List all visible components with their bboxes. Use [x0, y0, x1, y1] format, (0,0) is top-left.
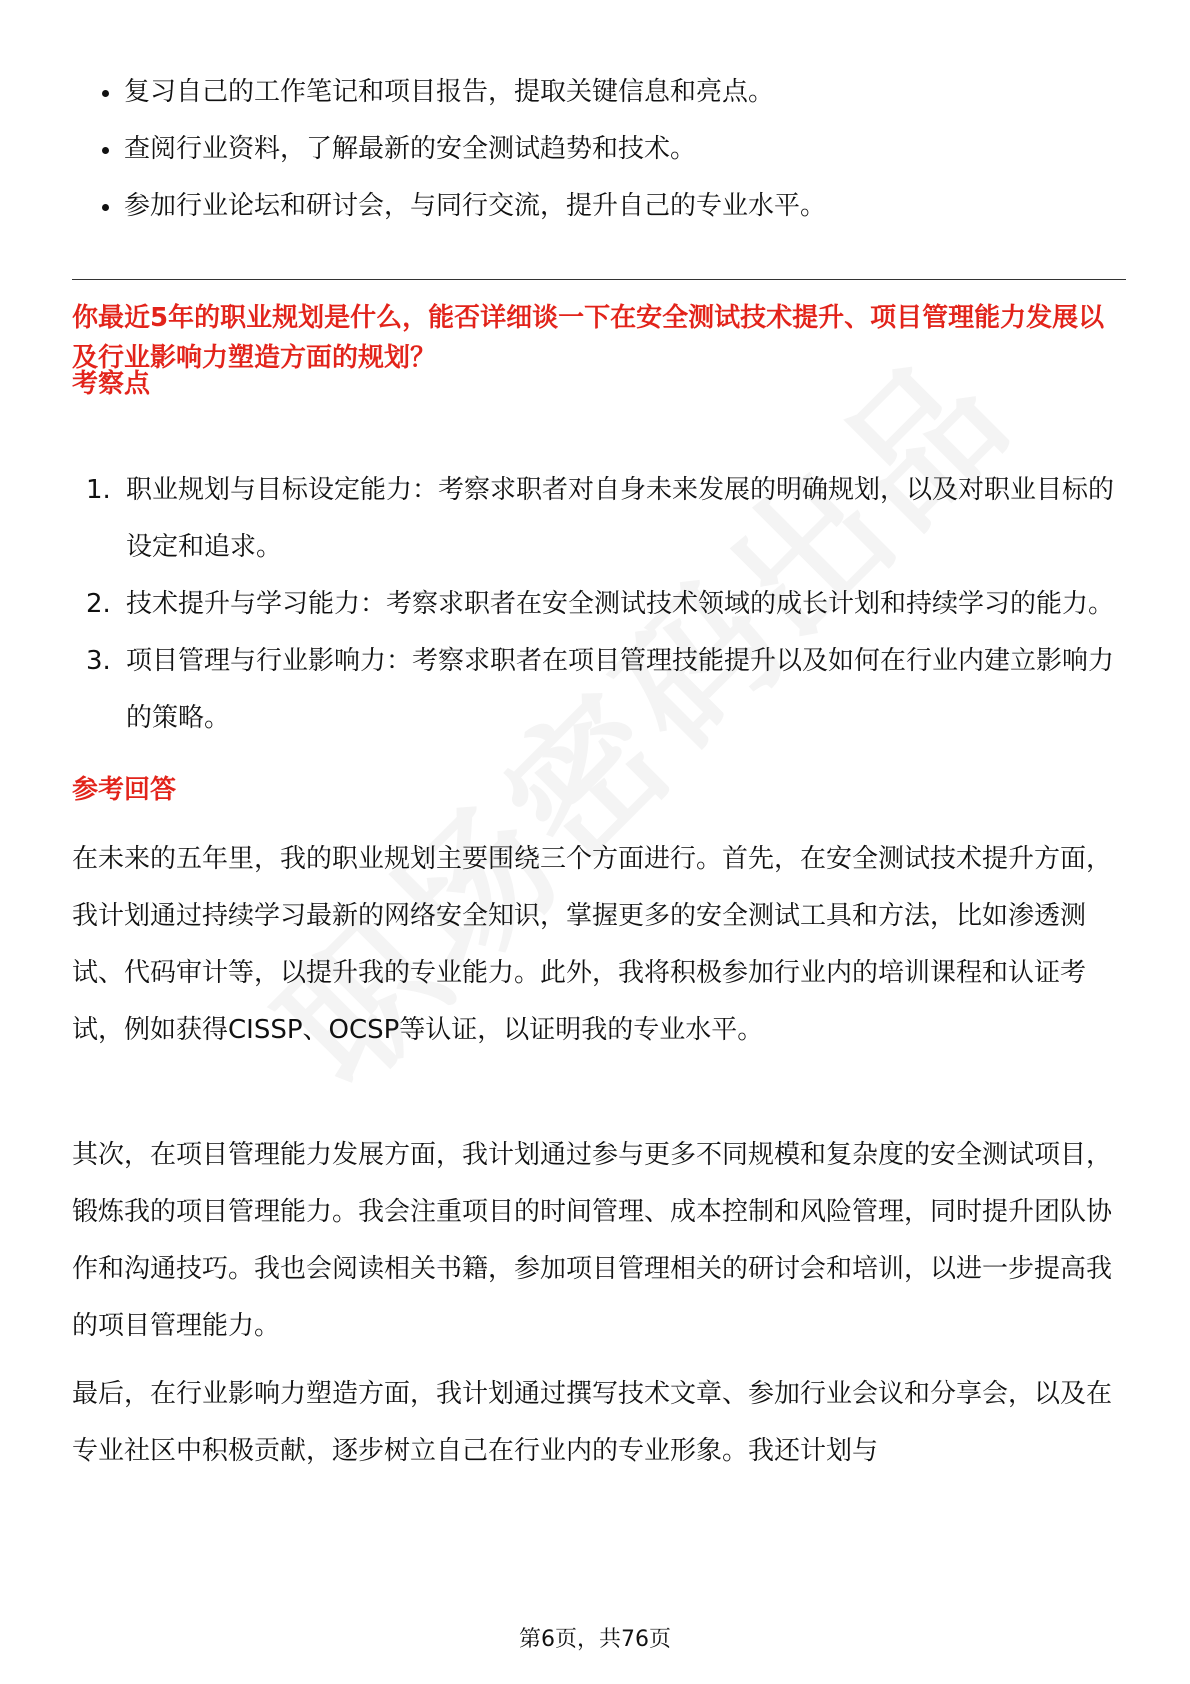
section-divider [72, 279, 1126, 280]
point-text: 项目管理与行业影响力：考察求职者在项目管理技能提升以及如何在行业内建立影响力的策略。 [126, 646, 1115, 733]
point-text: 职业规划与目标设定能力：考察求职者对自身未来发展的明确规划，以及对职业目标的设定和追求。 [126, 475, 1115, 562]
point-item [72, 576, 1126, 633]
answer-paragraph: 其次，在项目管理能力发展方面，我计划通过参与更多不同规模和复杂度的安全测试项目，锻炼我的项目管理能力。我会注重项目的时间管理、成本控制和风险管理，同时提升团队协作和沟通技巧。我也会阅读相关书籍，参加项目管理相关的研讨会和培训，以进一步提高我的项目管理能力。 [72, 1140, 1113, 1341]
point-number: 3. [86, 646, 111, 676]
point-text: 技术提升与学习能力：考察求职者在安全测试技术领域的成长计划和持续学习的能力。 [126, 589, 1115, 619]
bullet-list [72, 64, 1122, 235]
answer-paragraph: 最后，在行业影响力塑造方面，我计划通过撰写技术文章、参加行业会议和分享会，以及在专业社区中积极贡献，逐步树立自己在行业内的专业形象。我还计划与 [72, 1379, 1113, 1466]
point-item [72, 462, 1126, 576]
point-item [72, 633, 1126, 747]
points-title: 考察点 [72, 369, 151, 399]
answer-title: 参考回答 [72, 775, 177, 805]
bullet-item: 复习自己的工作笔记和项目报告，提取关键信息和亮点。 [72, 64, 1122, 121]
points-list [72, 462, 1126, 747]
point-number: 2. [86, 589, 111, 619]
answer-paragraph: 在未来的五年里，我的职业规划主要围绕三个方面进行。首先，在安全测试技术提升方面，我计划通过持续学习最新的网络安全知识，掌握更多的安全测试工具和方法，比如渗透测试、代码审计等，以提升我的专业能力。此外，我将积极参加行业内的培训课程和认证考试，例如获得CISSP、OCSP等认证，以证明我的专业水平。 [72, 844, 1113, 1045]
question-heading: 你最近5年的职业规划是什么，能否详细谈一下在安全测试技术提升、项目管理能力发展以及行业影响力塑造方面的规划？ [72, 303, 1105, 373]
page-footer: 第6页，共76页 [519, 1627, 671, 1652]
bullet-item: 参加行业论坛和研讨会，与同行交流，提升自己的专业水平。 [72, 178, 1122, 235]
point-number: 1. [86, 475, 111, 505]
bullet-item: 查阅行业资料，了解最新的安全测试趋势和技术。 [72, 121, 1122, 178]
